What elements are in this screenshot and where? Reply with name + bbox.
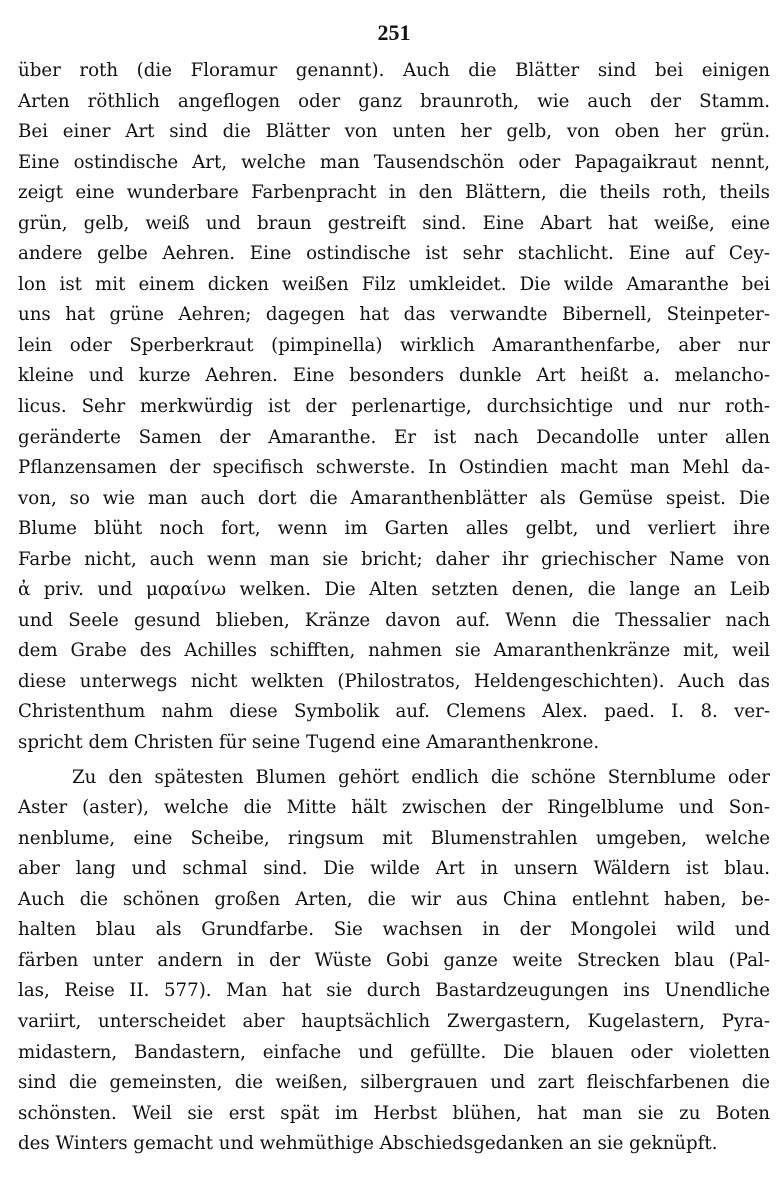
text-line: grün, gelb, weiß und braun gestreift sind. Eine Abart hat weiße, eine — [18, 212, 770, 234]
text-line: Aster (aster), welche die Mitte hält zwischen der Ringelblume und Son- — [18, 797, 770, 819]
book-page — [18, 18, 770, 1188]
text-line: schönsten. Weil sie erst spät im Herbst blühen, hat man sie zu Boten — [18, 1102, 770, 1124]
page-number: 251 — [377, 20, 411, 45]
text-line: geränderte Samen der Amaranthe. Er ist nach Decandolle unter allen — [18, 426, 770, 448]
text-line: sind die gemeinsten, die weißen, silbergrauen und zart fleischfarbenen die — [18, 1072, 770, 1094]
text-line: licus. Sehr merkwürdig ist der perlenartige, durchsichtige und nur roth- — [18, 396, 770, 418]
text-line: Bei einer Art sind die Blätter von unten her gelb, von oben her grün. — [18, 121, 770, 143]
text-line: aber lang und schmal sind. Die wilde Art in unsern Wäldern ist blau. — [18, 858, 770, 880]
text-line: ἀ priv. und μαραίνω welken. Die Alten setzten denen, die lange an Leib — [18, 579, 770, 601]
text-line: Auch die schönen großen Arten, die wir aus China entlehnt haben, be- — [18, 888, 770, 910]
paragraph-amaranth — [18, 56, 770, 759]
text-line: von, so wie man auch dort die Amaranthenblätter als Gemüse speist. Die — [18, 487, 770, 509]
text-line: Christenthum nahm diese Symbolik auf. Clemens Alex. paed. I. 8. ver- — [18, 701, 770, 723]
text-line: über roth (die Floramur genannt). Auch die Blätter sind bei einigen — [18, 60, 770, 81]
text-line: halten blau als Grundfarbe. Sie wachsen in der Mongolei wild und — [18, 919, 770, 941]
text-line: lein oder Sperberkraut (pimpinella) wirklich Amaranthenfarbe, aber nur — [18, 334, 770, 356]
text-line: färben unter andern in der Wüste Gobi ganze weite Strecken blau (Pal- — [18, 949, 770, 971]
text-line: Farbe nicht, auch wenn man sie bricht; daher ihr griechischer Name von — [18, 548, 770, 570]
text-line: uns hat grüne Aehren; dagegen hat das verwandte Bibernell, Steinpeter- — [18, 304, 770, 326]
text-line: kleine und kurze Aehren. Eine besonders dunkle Art heißt a. melancho- — [18, 365, 770, 387]
text-line: Pflanzensamen der specifisch schwerste. In Ostindien macht man Mehl da- — [18, 457, 770, 479]
text-line: des Winters gemacht und wehmüthige Abschiedsgedanken an sie geknüpft. — [18, 1133, 718, 1155]
text-line: Zu den spätesten Blumen gehört endlich die schöne Sternblume oder — [72, 766, 770, 788]
text-line: nenblume, eine Scheibe, ringsum mit Blumenstrahlen umgeben, welche — [18, 827, 770, 849]
text-line: variirt, unterscheidet aber hauptsächlich Zwergastern, Kugelastern, Pyra- — [18, 1010, 770, 1032]
text-line: midastern, Bandastern, einfache und gefüllte. Die blauen oder violetten — [18, 1041, 770, 1063]
text-line: spricht dem Christen für seine Tugend eine Amaranthenkrone. — [18, 732, 600, 754]
text-line: und Seele gesund blieben, Kränze davon auf. Wenn die Thessalier nach — [18, 609, 770, 631]
text-line: andere gelbe Aehren. Eine ostindische ist sehr stachlicht. Eine auf Cey- — [18, 243, 770, 265]
text-line: lon ist mit einem dicken weißen Filz umkleidet. Die wilde Amaranthe bei — [18, 273, 770, 295]
text-line: dem Grabe des Achilles schifften, nahmen sie Amaranthenkränze mit, weil — [18, 640, 770, 662]
text-line: zeigt eine wunderbare Farbenpracht in den Blättern, die theils roth, theils — [18, 182, 770, 204]
paragraph-aster — [18, 763, 770, 1160]
text-line: diese unterwegs nicht welkten (Philostratos, Heldengeschichten). Auch das — [18, 670, 770, 692]
text-line: Arten röthlich angeflogen oder ganz braunroth, wie auch der Stamm. — [18, 90, 770, 112]
text-line: Blume blüht noch fort, wenn im Garten alles gelbt, und verliert ihre — [18, 518, 770, 540]
text-line: las, Reise II. 577). Man hat sie durch Bastardzeugungen ins Unendliche — [18, 980, 770, 1002]
text-line: Eine ostindische Art, welche man Tausendschön oder Papagaikraut nennt, — [18, 151, 770, 173]
